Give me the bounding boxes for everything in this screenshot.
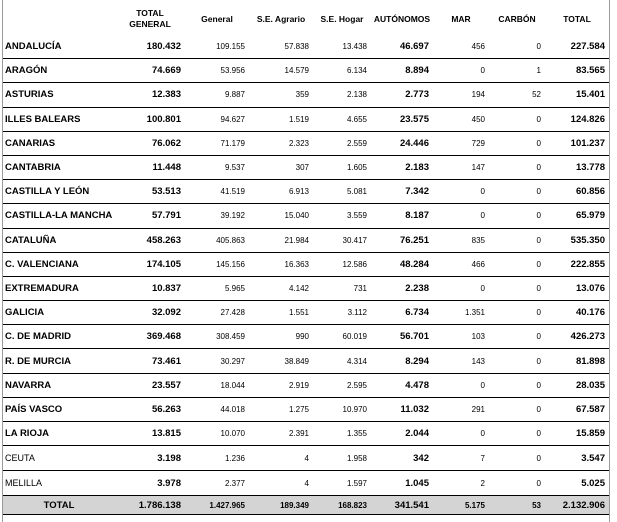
total-cell: 83.565 bbox=[545, 59, 609, 83]
total-se-hogar: 168.823 bbox=[313, 496, 371, 515]
se-agrario-cell: 4.142 bbox=[249, 276, 313, 300]
general-cell: 308.459 bbox=[185, 325, 249, 349]
total-cell: 13.778 bbox=[545, 155, 609, 179]
total-general-cell: 11.448 bbox=[115, 155, 185, 179]
general-cell: 9.887 bbox=[185, 83, 249, 107]
total-label: TOTAL bbox=[3, 496, 115, 515]
general-cell: 27.428 bbox=[185, 301, 249, 325]
se-agrario-cell: 2.323 bbox=[249, 131, 313, 155]
table-row bbox=[3, 325, 609, 349]
total-total: 2.132.906 bbox=[545, 496, 609, 515]
se-agrario-cell: 359 bbox=[249, 83, 313, 107]
se-hogar-cell: 2.559 bbox=[313, 131, 371, 155]
mar-cell: 729 bbox=[433, 131, 489, 155]
autonomos-cell: 8.294 bbox=[371, 349, 433, 373]
autonomos-cell: 7.342 bbox=[371, 180, 433, 204]
se-agrario-cell: 4 bbox=[249, 471, 313, 496]
total-general-cell: 74.669 bbox=[115, 59, 185, 83]
carbon-cell: 0 bbox=[489, 373, 545, 397]
se-hogar-cell: 12.586 bbox=[313, 252, 371, 276]
header-total: TOTAL bbox=[563, 13, 591, 24]
mar-cell: 147 bbox=[433, 155, 489, 179]
header-region bbox=[3, 3, 115, 35]
se-hogar-cell: 1.605 bbox=[313, 155, 371, 179]
general-cell: 41.519 bbox=[185, 180, 249, 204]
table-row bbox=[3, 276, 609, 300]
table-header bbox=[3, 3, 609, 35]
general-cell: 71.179 bbox=[185, 131, 249, 155]
general-cell: 53.956 bbox=[185, 59, 249, 83]
carbon-cell: 0 bbox=[489, 228, 545, 252]
se-agrario-cell: 57.838 bbox=[249, 35, 313, 59]
carbon-cell: 0 bbox=[489, 131, 545, 155]
general-cell: 44.018 bbox=[185, 397, 249, 421]
total-general: 1.427.965 bbox=[185, 496, 249, 515]
mar-cell: 466 bbox=[433, 252, 489, 276]
se-hogar-cell: 6.134 bbox=[313, 59, 371, 83]
autonomos-cell: 8.894 bbox=[371, 59, 433, 83]
total-cell: 67.587 bbox=[545, 397, 609, 421]
carbon-cell: 52 bbox=[489, 83, 545, 107]
general-cell: 1.236 bbox=[185, 446, 249, 471]
general-cell: 94.627 bbox=[185, 107, 249, 131]
table-row bbox=[3, 204, 609, 228]
header-se-hogar: S.E. Hogar bbox=[320, 13, 364, 24]
region-cell: CATALUÑA bbox=[3, 228, 115, 252]
general-cell: 18.044 bbox=[185, 373, 249, 397]
region-cell: CASTILLA Y LEÓN bbox=[3, 180, 115, 204]
table-row bbox=[3, 35, 609, 59]
autonomos-cell: 1.045 bbox=[371, 471, 433, 496]
carbon-cell: 0 bbox=[489, 349, 545, 373]
total-cell: 65.979 bbox=[545, 204, 609, 228]
total-general-cell: 73.461 bbox=[115, 349, 185, 373]
total-general-cell: 100.801 bbox=[115, 107, 185, 131]
region-cell: CEUTA bbox=[3, 446, 115, 471]
region-cell: ANDALUCÍA bbox=[3, 35, 115, 59]
autonomos-cell: 2.183 bbox=[371, 155, 433, 179]
total-general-cell: 57.791 bbox=[115, 204, 185, 228]
total-total-general: 1.786.138 bbox=[115, 496, 185, 515]
mar-cell: 456 bbox=[433, 35, 489, 59]
table-row bbox=[3, 252, 609, 276]
table-row bbox=[3, 446, 609, 471]
general-cell: 10.070 bbox=[185, 422, 249, 446]
total-cell: 15.401 bbox=[545, 83, 609, 107]
autonomos-cell: 2.238 bbox=[371, 276, 433, 300]
table-row bbox=[3, 228, 609, 252]
carbon-cell: 1 bbox=[489, 59, 545, 83]
header-mar: MAR bbox=[451, 13, 471, 24]
carbon-cell: 0 bbox=[489, 422, 545, 446]
header-autonomos: AUTÓNOMOS bbox=[373, 13, 431, 24]
autonomos-cell: 24.446 bbox=[371, 131, 433, 155]
autonomos-cell: 4.478 bbox=[371, 373, 433, 397]
se-agrario-cell: 21.984 bbox=[249, 228, 313, 252]
region-cell: R. DE MURCIA bbox=[3, 349, 115, 373]
total-se-agrario: 189.349 bbox=[249, 496, 313, 515]
table-row bbox=[3, 155, 609, 179]
total-cell: 28.035 bbox=[545, 373, 609, 397]
se-hogar-cell: 1.958 bbox=[313, 446, 371, 471]
total-general-cell: 76.062 bbox=[115, 131, 185, 155]
table-right-border bbox=[609, 0, 610, 522]
total-general-cell: 23.557 bbox=[115, 373, 185, 397]
general-cell: 5.965 bbox=[185, 276, 249, 300]
se-agrario-cell: 16.363 bbox=[249, 252, 313, 276]
autonomos-cell: 342 bbox=[371, 446, 433, 471]
se-agrario-cell: 6.913 bbox=[249, 180, 313, 204]
autonomos-cell: 2.044 bbox=[371, 422, 433, 446]
carbon-cell: 0 bbox=[489, 180, 545, 204]
general-cell: 145.156 bbox=[185, 252, 249, 276]
mar-cell: 143 bbox=[433, 349, 489, 373]
region-cell: PAÍS VASCO bbox=[3, 397, 115, 421]
table-footer bbox=[3, 496, 609, 515]
table-row bbox=[3, 83, 609, 107]
total-general-cell: 3.198 bbox=[115, 446, 185, 471]
mar-cell: 450 bbox=[433, 107, 489, 131]
total-cell: 15.859 bbox=[545, 422, 609, 446]
mar-cell: 0 bbox=[433, 59, 489, 83]
carbon-cell: 0 bbox=[489, 446, 545, 471]
header-row bbox=[3, 3, 609, 35]
region-cell: ILLES BALEARS bbox=[3, 107, 115, 131]
general-cell: 30.297 bbox=[185, 349, 249, 373]
se-hogar-cell: 731 bbox=[313, 276, 371, 300]
autonomos-cell: 6.734 bbox=[371, 301, 433, 325]
se-hogar-cell: 1.355 bbox=[313, 422, 371, 446]
table-row bbox=[3, 397, 609, 421]
total-general-cell: 174.105 bbox=[115, 252, 185, 276]
table-row bbox=[3, 107, 609, 131]
region-cell: CANTABRIA bbox=[3, 155, 115, 179]
carbon-cell: 0 bbox=[489, 204, 545, 228]
region-cell: C. VALENCIANA bbox=[3, 252, 115, 276]
general-cell: 405.863 bbox=[185, 228, 249, 252]
total-cell: 227.584 bbox=[545, 35, 609, 59]
carbon-cell: 0 bbox=[489, 155, 545, 179]
se-hogar-cell: 13.438 bbox=[313, 35, 371, 59]
mar-cell: 0 bbox=[433, 204, 489, 228]
se-agrario-cell: 15.040 bbox=[249, 204, 313, 228]
total-row bbox=[3, 496, 609, 515]
total-cell: 124.826 bbox=[545, 107, 609, 131]
se-hogar-cell: 3.559 bbox=[313, 204, 371, 228]
general-cell: 39.192 bbox=[185, 204, 249, 228]
total-general-cell: 3.978 bbox=[115, 471, 185, 496]
carbon-cell: 0 bbox=[489, 35, 545, 59]
autonomos-cell: 8.187 bbox=[371, 204, 433, 228]
region-cell: ARAGÓN bbox=[3, 59, 115, 83]
region-cell: C. DE MADRID bbox=[3, 325, 115, 349]
mar-cell: 0 bbox=[433, 180, 489, 204]
region-cell: LA RIOJA bbox=[3, 422, 115, 446]
mar-cell: 7 bbox=[433, 446, 489, 471]
mar-cell: 194 bbox=[433, 83, 489, 107]
se-hogar-cell: 3.112 bbox=[313, 301, 371, 325]
se-hogar-cell: 2.595 bbox=[313, 373, 371, 397]
header-carbon: CARBÓN bbox=[498, 13, 536, 24]
total-general-cell: 32.092 bbox=[115, 301, 185, 325]
mar-cell: 0 bbox=[433, 422, 489, 446]
mar-cell: 2 bbox=[433, 471, 489, 496]
region-cell: CASTILLA-LA MANCHA bbox=[3, 204, 115, 228]
total-cell: 426.273 bbox=[545, 325, 609, 349]
carbon-cell: 0 bbox=[489, 301, 545, 325]
total-general-cell: 180.432 bbox=[115, 35, 185, 59]
carbon-cell: 0 bbox=[489, 276, 545, 300]
region-cell: ASTURIAS bbox=[3, 83, 115, 107]
carbon-cell: 0 bbox=[489, 325, 545, 349]
mar-cell: 291 bbox=[433, 397, 489, 421]
regional-affiliation-table bbox=[3, 3, 609, 515]
se-hogar-cell: 1.597 bbox=[313, 471, 371, 496]
carbon-cell: 0 bbox=[489, 252, 545, 276]
general-cell: 2.377 bbox=[185, 471, 249, 496]
table-row bbox=[3, 131, 609, 155]
region-cell: CANARIAS bbox=[3, 131, 115, 155]
total-general-cell: 12.383 bbox=[115, 83, 185, 107]
autonomos-cell: 2.773 bbox=[371, 83, 433, 107]
total-mar: 5.175 bbox=[433, 496, 489, 515]
autonomos-cell: 48.284 bbox=[371, 252, 433, 276]
se-hogar-cell: 2.138 bbox=[313, 83, 371, 107]
total-cell: 60.856 bbox=[545, 180, 609, 204]
total-cell: 222.855 bbox=[545, 252, 609, 276]
general-cell: 9.537 bbox=[185, 155, 249, 179]
total-cell: 40.176 bbox=[545, 301, 609, 325]
total-general-cell: 13.815 bbox=[115, 422, 185, 446]
total-autonomos: 341.541 bbox=[371, 496, 433, 515]
carbon-cell: 0 bbox=[489, 107, 545, 131]
mar-cell: 103 bbox=[433, 325, 489, 349]
se-hogar-cell: 10.970 bbox=[313, 397, 371, 421]
se-agrario-cell: 1.519 bbox=[249, 107, 313, 131]
total-cell: 5.025 bbox=[545, 471, 609, 496]
carbon-cell: 0 bbox=[489, 397, 545, 421]
table-row bbox=[3, 59, 609, 83]
se-hogar-cell: 4.655 bbox=[313, 107, 371, 131]
table-row bbox=[3, 422, 609, 446]
autonomos-cell: 23.575 bbox=[371, 107, 433, 131]
region-cell: EXTREMADURA bbox=[3, 276, 115, 300]
autonomos-cell: 46.697 bbox=[371, 35, 433, 59]
total-cell: 81.898 bbox=[545, 349, 609, 373]
se-agrario-cell: 1.275 bbox=[249, 397, 313, 421]
total-cell: 101.237 bbox=[545, 131, 609, 155]
mar-cell: 0 bbox=[433, 373, 489, 397]
autonomos-cell: 56.701 bbox=[371, 325, 433, 349]
mar-cell: 0 bbox=[433, 276, 489, 300]
se-agrario-cell: 4 bbox=[249, 446, 313, 471]
table-row bbox=[3, 349, 609, 373]
se-agrario-cell: 307 bbox=[249, 155, 313, 179]
se-hogar-cell: 5.081 bbox=[313, 180, 371, 204]
total-cell: 13.076 bbox=[545, 276, 609, 300]
total-general-cell: 10.837 bbox=[115, 276, 185, 300]
region-cell: MELILLA bbox=[3, 471, 115, 496]
mar-cell: 1.351 bbox=[433, 301, 489, 325]
total-cell: 535.350 bbox=[545, 228, 609, 252]
table-row bbox=[3, 180, 609, 204]
se-hogar-cell: 4.314 bbox=[313, 349, 371, 373]
se-hogar-cell: 30.417 bbox=[313, 228, 371, 252]
se-agrario-cell: 1.551 bbox=[249, 301, 313, 325]
se-agrario-cell: 990 bbox=[249, 325, 313, 349]
header-se-agrario: S.E. Agrario bbox=[256, 13, 306, 24]
region-cell: NAVARRA bbox=[3, 373, 115, 397]
table-body bbox=[3, 35, 609, 496]
header-total-general: TOTAL GENERAL bbox=[129, 8, 171, 29]
total-general-cell: 53.513 bbox=[115, 180, 185, 204]
se-agrario-cell: 14.579 bbox=[249, 59, 313, 83]
total-general-cell: 369.468 bbox=[115, 325, 185, 349]
total-general-cell: 56.263 bbox=[115, 397, 185, 421]
se-hogar-cell: 60.019 bbox=[313, 325, 371, 349]
table-row bbox=[3, 471, 609, 496]
se-agrario-cell: 38.849 bbox=[249, 349, 313, 373]
se-agrario-cell: 2.391 bbox=[249, 422, 313, 446]
table-row bbox=[3, 301, 609, 325]
carbon-cell: 0 bbox=[489, 471, 545, 496]
autonomos-cell: 76.251 bbox=[371, 228, 433, 252]
total-cell: 3.547 bbox=[545, 446, 609, 471]
table-row bbox=[3, 373, 609, 397]
autonomos-cell: 11.032 bbox=[371, 397, 433, 421]
mar-cell: 835 bbox=[433, 228, 489, 252]
general-cell: 109.155 bbox=[185, 35, 249, 59]
region-cell: GALICIA bbox=[3, 301, 115, 325]
total-general-cell: 458.263 bbox=[115, 228, 185, 252]
se-agrario-cell: 2.919 bbox=[249, 373, 313, 397]
total-carbon: 53 bbox=[489, 496, 545, 515]
header-general: General bbox=[201, 13, 233, 24]
